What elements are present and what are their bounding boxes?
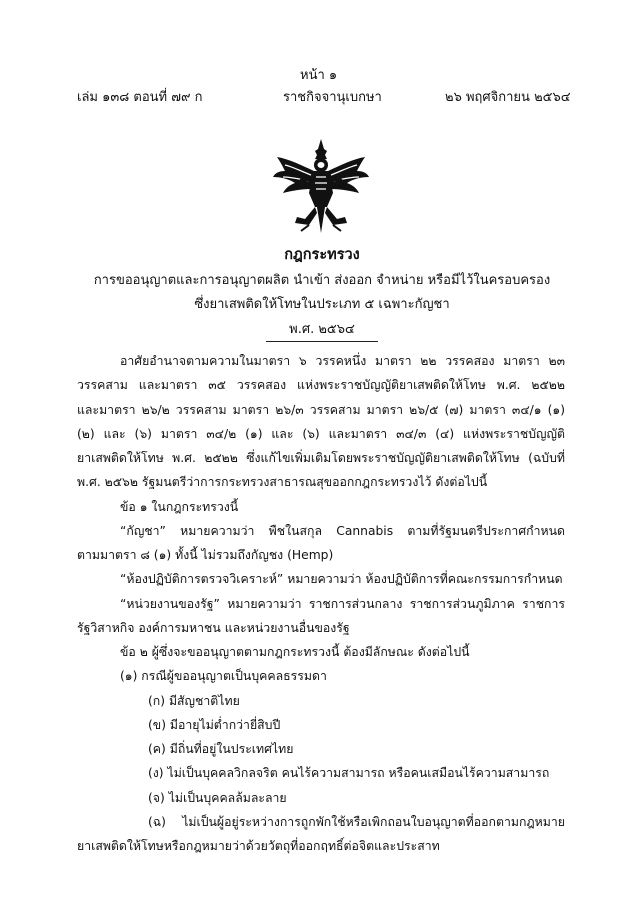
gazette-name: ราชกิจจานุเบกษา xyxy=(283,90,382,105)
preamble-line: และมาตรา ๒๖/๒ วรรคสาม มาตรา ๒๖/๓ วรรคสาม มาตรา ๒๖/๕ (๗) มาตรา ๓๔/๑ (๑) xyxy=(77,403,565,417)
clause-2-item-1: (๑) กรณีผู้ขออนุญาตเป็นบุคคลธรรมดา xyxy=(120,669,327,683)
clause-2-heading: ข้อ ๒ ผู้ซึ่งจะขออนุญาตตามกฎกระทรวงนี้ ต้องมีลักษณะ ดังต่อไปนี้ xyxy=(120,645,470,659)
publication-date: ๒๖ พฤศจิกายน ๒๕๖๔ xyxy=(445,90,571,105)
definition-laboratory: “ห้องปฏิบัติการตรวจวิเคราะห์” หมายความว่า ห้องปฏิบัติการที่คณะกรรมการกำหนด xyxy=(120,572,563,586)
definition-government-agency-cont: รัฐวิสาหกิจ องค์การมหาชน และหน่วยงานอื่นของรัฐ xyxy=(77,621,350,635)
document-title: กฎกระทรวง xyxy=(284,247,360,263)
preamble-line: อาศัยอำนาจตามความในมาตรา ๖ วรรคหนึ่ง มาตรา ๒๒ วรรคสอง มาตรา ๒๓ xyxy=(120,354,565,368)
subtitle-line-2: ซึ่งยาเสพติดให้โทษในประเภท ๕ เฉพาะกัญชา xyxy=(194,297,450,312)
page-number: หน้า ๑ xyxy=(300,68,338,83)
subitem: (จ) ไม่เป็นบุคคลล้มละลาย xyxy=(148,791,287,805)
subitem-continuation: ยาเสพติดให้โทษหรือกฎหมายว่าด้วยวัตถุที่ออกฤทธิ์ต่อจิตและประสาท xyxy=(77,839,440,853)
subtitle-line-1: การขออนุญาตและการอนุญาตผลิต นำเข้า ส่งออก จำหน่าย หรือมีไว้ในครอบครอง xyxy=(93,273,551,288)
garuda-emblem-icon xyxy=(271,137,371,237)
subitem: (ฉ) ไม่เป็นผู้อยู่ระหว่างการถูกพักใช้หรือเพิกถอนใบอนุญาตที่ออกตามกฎหมาย xyxy=(148,815,565,829)
preamble-line: (๒) และ (๖) มาตรา ๓๔/๒ (๑) และ (๖) และมาตรา ๓๔/๓ (๔) แห่งพระราชบัญญัติ xyxy=(77,427,565,441)
document-year: พ.ศ. ๒๕๖๔ xyxy=(289,322,355,337)
preamble-line: ยาเสพติดให้โทษ พ.ศ. ๒๕๒๒ ซึ่งแก้ไขเพิ่มเติมโดยพระราชบัญญัติยาเสพติดให้โทษ (ฉบับที่ xyxy=(77,451,565,465)
volume-issue: เล่ม ๑๓๘ ตอนที่ ๗๙ ก xyxy=(77,90,203,105)
definition-government-agency: “หน่วยงานของรัฐ” หมายความว่า ราชการส่วนกลาง ราชการส่วนภูมิภาค ราชการ xyxy=(120,597,565,611)
definition-cannabis-cont: ตามมาตรา ๘ (๑) ทั้งนี้ ไม่รวมถึงกัญชง (Hemp) xyxy=(77,548,334,562)
subitem: (ข) มีอายุไม่ต่ำกว่ายี่สิบปี xyxy=(148,718,281,732)
preamble-line: พ.ศ. ๒๕๖๒ รัฐมนตรีว่าการกระทรวงสาธารณสุขออกกฎกระทรวงไว้ ดังต่อไปนี้ xyxy=(77,475,488,489)
subitem: (ก) มีสัญชาติไทย xyxy=(148,694,240,708)
clause-1-heading: ข้อ ๑ ในกฎกระทรวงนี้ xyxy=(120,500,239,514)
subitem: (ค) มีถิ่นที่อยู่ในประเทศไทย xyxy=(148,742,294,756)
definition-cannabis: “กัญชา” หมายความว่า พืชในสกุล Cannabis ตามที่รัฐมนตรีประกาศกำหนด xyxy=(120,524,565,538)
subitem: (ง) ไม่เป็นบุคคลวิกลจริต คนไร้ความสามารถ หรือคนเสมือนไร้ความสามารถ xyxy=(148,766,550,780)
preamble-line: วรรคสาม และมาตรา ๓๕ วรรคสอง แห่งพระราชบัญญัติยาเสพติดให้โทษ พ.ศ. ๒๕๒๒ xyxy=(77,378,565,392)
title-divider xyxy=(266,341,378,342)
